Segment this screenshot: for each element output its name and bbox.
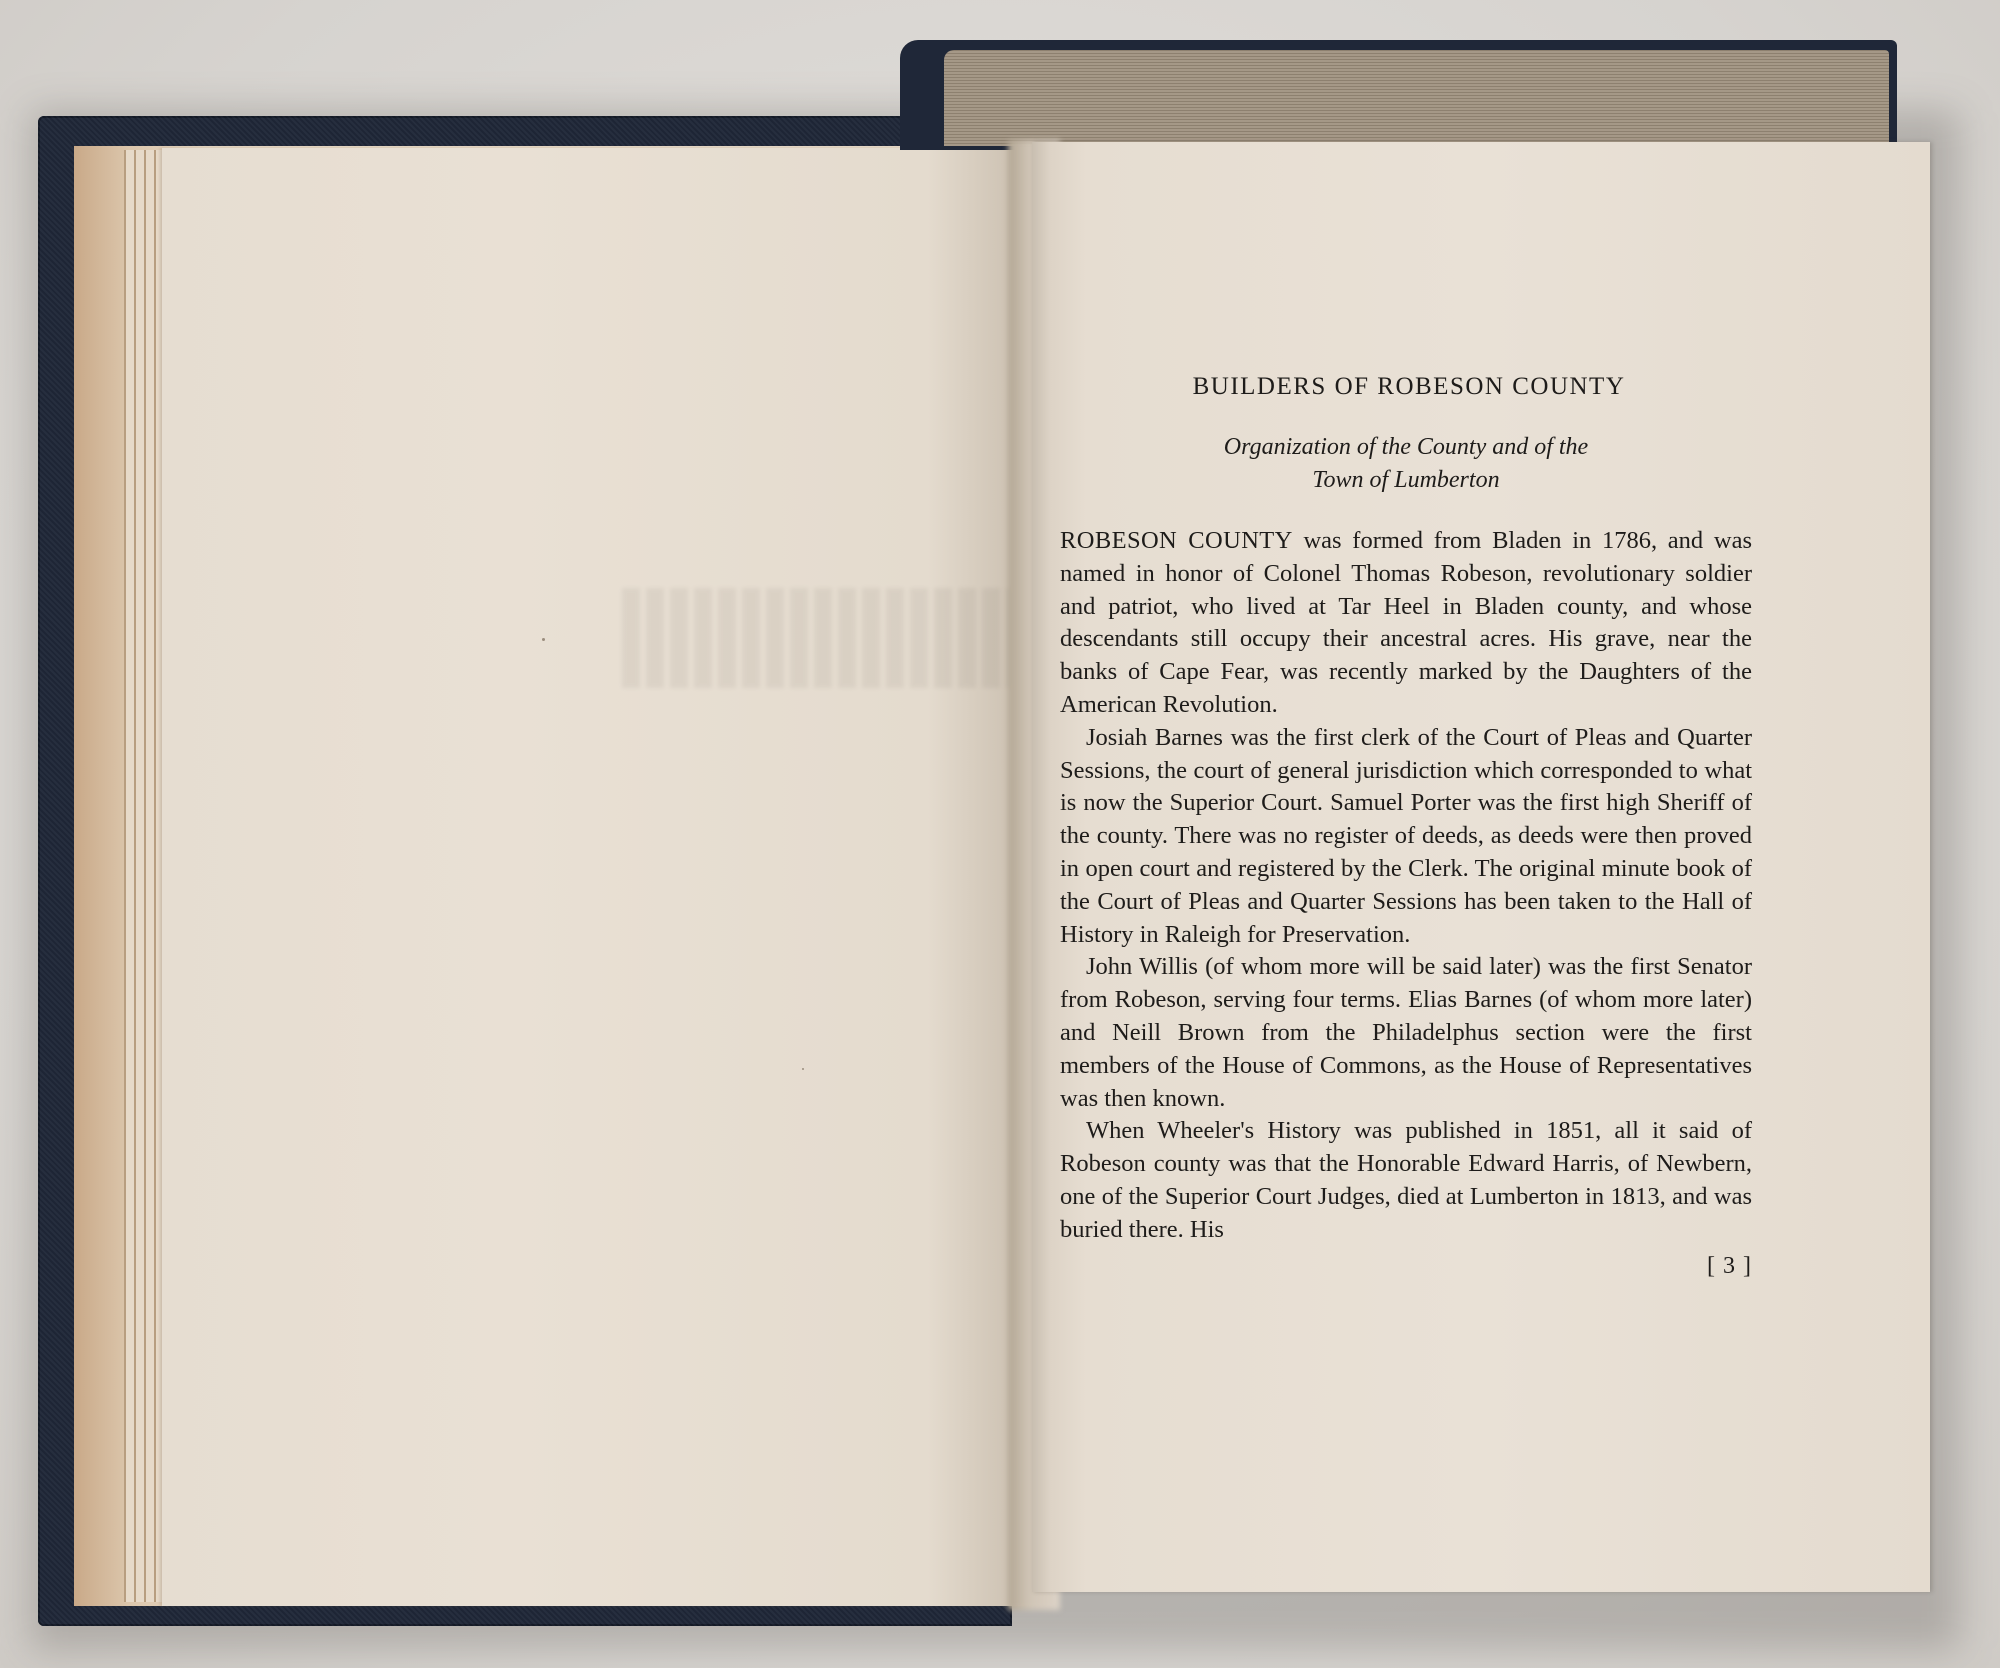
page-number: [ 3 ] — [1707, 1252, 1752, 1279]
blank-left-page — [162, 148, 1032, 1606]
paper-speck — [802, 1068, 804, 1070]
page-block-top-edge — [944, 50, 1889, 146]
page-content — [1060, 373, 1752, 1280]
paragraph-lead-in: ROBESON COUNTY — [1060, 527, 1293, 554]
paragraph-3: John Willis (of whom more will be said later) was the first Senator from Robeson, serving four terms. Elias Barnes (of whom more later) and Neill Brown from the Philadelphus section were the first members of the House of Commons, as the House of Representatives was then known. — [1060, 953, 1752, 1112]
subtitle-line-1: Organization of the County and of the — [1223, 434, 1589, 460]
paragraph-1-text: was formed from Bladen in 1786, and was named in honor of Colonel Thomas Robeson, revolutionary soldier and patriot, who lived at Tar Heel in Bladen county, and whose descendants still occupy their ancestral acres. His grave, near the banks of Cape Fear, was recently marked by the Daughters of the American Revolution. — [1060, 527, 1752, 718]
paper-speck — [542, 638, 545, 641]
page-title: BUILDERS OF ROBESON COUNTY — [1192, 373, 1626, 400]
subtitle-line-2: Town of Lumberton — [1312, 467, 1500, 493]
paragraph-1 — [1060, 525, 1752, 722]
section-subtitle — [1060, 431, 1752, 497]
paragraph-4: When Wheeler's History was published in 1851, all it said of Robeson county was that the Honorable Edward Harris, of Newbern, one of the Superior Court Judges, died at Lumberton in 1813, and was buried there. His — [1060, 1117, 1752, 1243]
paragraph-2: Josiah Barnes was the first clerk of the Court of Pleas and Quarter Sessions, the court of general jurisdiction which corresponded to what is now the Superior Court. Samuel Porter was the first high Sheriff of the county. There was no register of deeds, as deeds were then proved in open court and registered by the Clerk. The original minute book of the Court of Pleas and Quarter Sessions has been taken to the Hall of History in Raleigh for Preservation. — [1060, 723, 1752, 948]
